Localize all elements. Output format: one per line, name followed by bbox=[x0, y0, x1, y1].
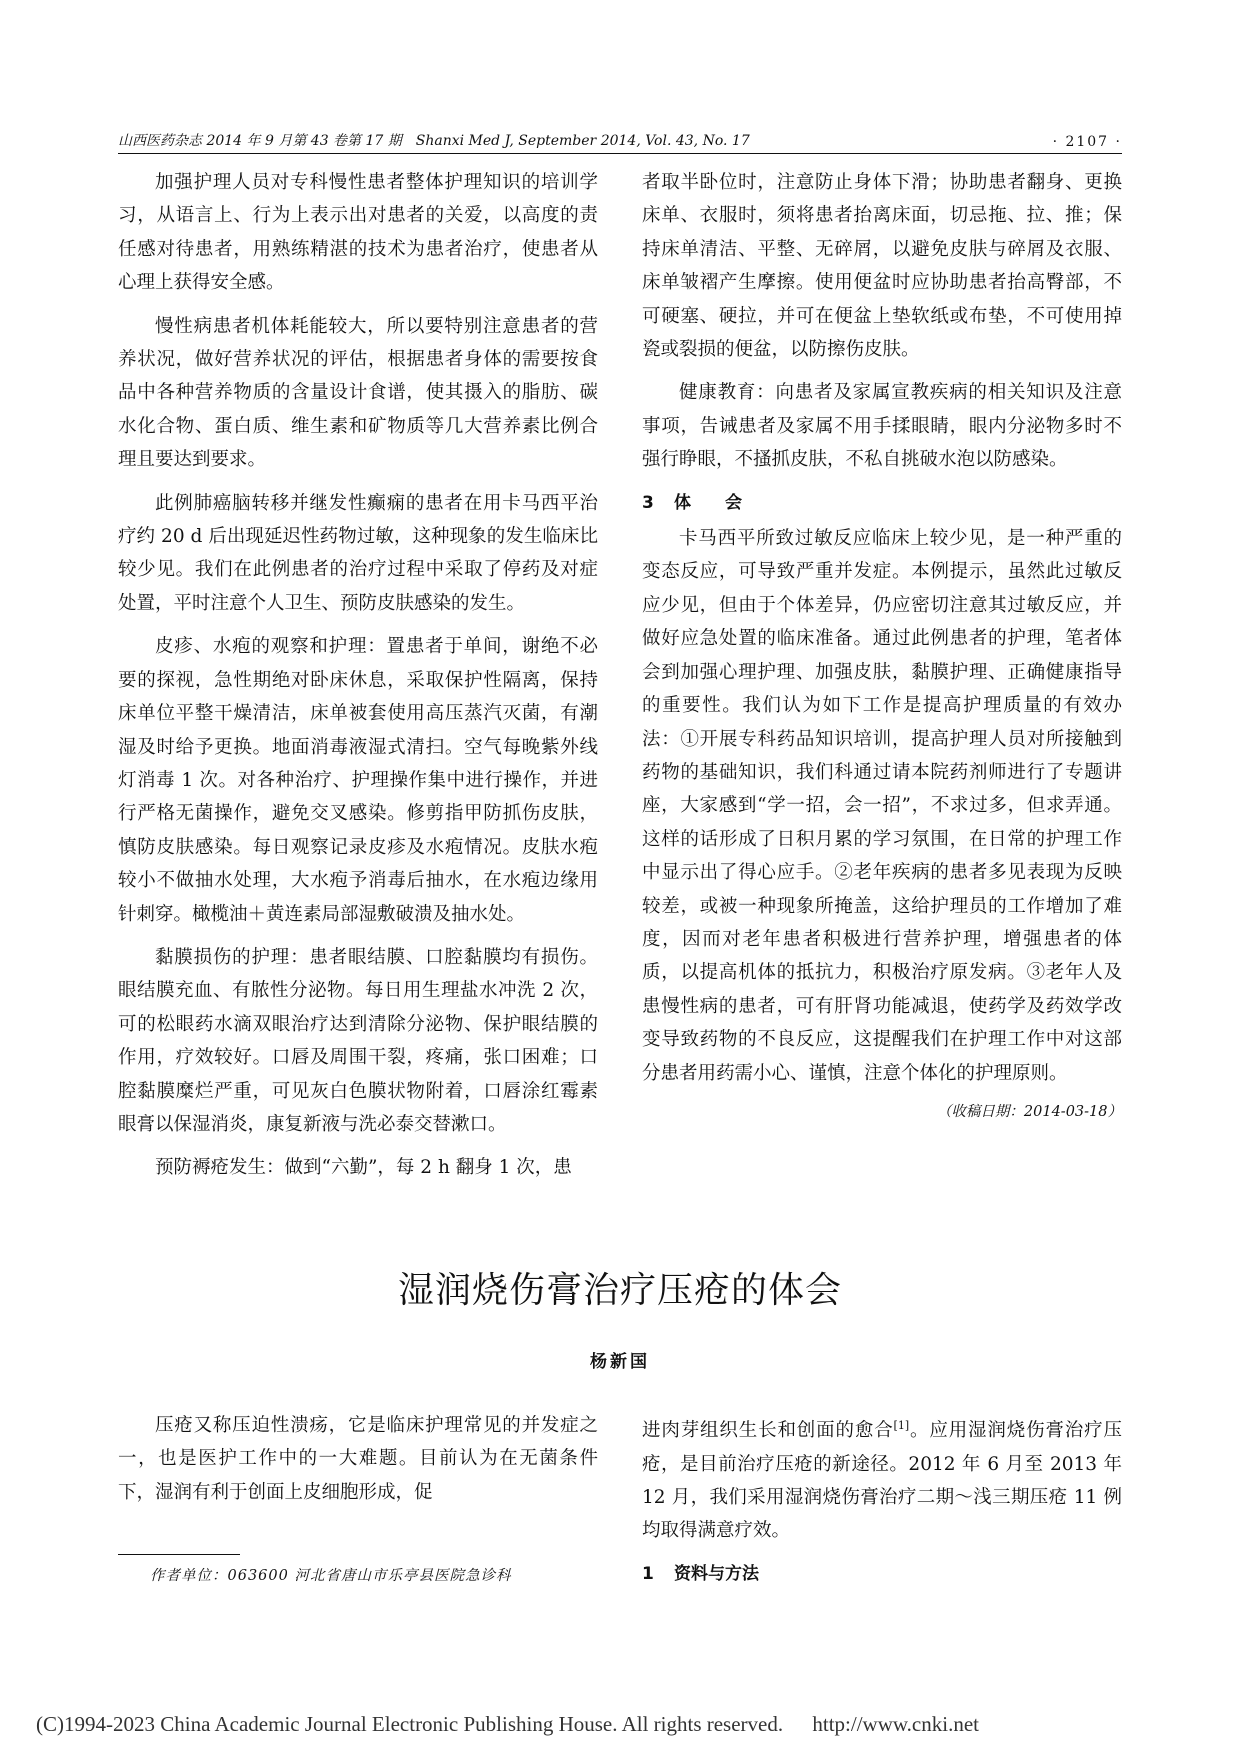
section-title: 体会 bbox=[674, 492, 776, 513]
journal-citation: 山西医药杂志 2014 年 9 月第 43 卷第 17 期 Shanxi Med J, September 2014, Vol. 43, No. 17 bbox=[118, 133, 750, 149]
copyright-notice: (C)1994-2023 China Academic Journal Electronic Publishing House. All rights reserved. bbox=[36, 1712, 784, 1736]
page-footer bbox=[36, 1712, 1216, 1737]
author-name: 杨新国 bbox=[590, 1352, 650, 1372]
new-article-left-column bbox=[118, 1409, 598, 1519]
paragraph: 卡马西平所致过敏反应临床上较少见，是一种严重的变态反应，可导致严重并发症。本例提示，虽然此过敏反应少见，但由于个体差异，仍应密切注意其过敏反应，并做好应急处置的临床准备。通过此例患者的护理，笔者体会到加强心理护理、加强皮肤，黏膜护理、正确健康指导的重要性。我们认为如下工作是提高护理质量的有效办法：①开展专科药品知识培训，提高护理人员对所接触到药物的基础知识，我们科通过请本院药剂师进行了专题讲座，大家感到“学一招，会一招”，不求过多，但求弄通。这样的话形成了日积月累的学习氛围，在日常的护理工作中显示出了得心应手。②老年疾病的患者多见表现为反映较差，或被一种现象所掩盖，这给护理员的工作增加了难度，因而对老年患者积极进行营养护理，增强患者的体质，以提高机体的抵抗力，积极治疗原发病。③老年人及患慢性病的患者，可有肝肾功能减退，使药学及药效学改变导致药物的不良反应，这提醒我们在护理工作中对这部分患者用药需小心、谨慎，注意个体化的护理原则。 bbox=[642, 528, 1122, 1084]
upper-article-right-column bbox=[642, 166, 1122, 1129]
journal-header bbox=[118, 124, 1122, 154]
paragraph: 压疮又称压迫性溃疡，它是临床护理常见的并发症之一，也是医护工作中的一大难题。目前认为在无菌条件下，湿润有利于创面上皮细胞形成，促 bbox=[118, 1415, 598, 1503]
paragraph: 慢性病患者机体耗能较大，所以要特别注意患者的营养状况，做好营养状况的评估，根据患者身体的需要按食品中各种营养物质的含量设计食谱，使其摄入的脂肪、碳水化合物、蛋白质、维生素和矿物质等几大营养素比例合理且要达到要求。 bbox=[118, 315, 598, 471]
paragraph bbox=[642, 1409, 1122, 1548]
text-span: 。应用湿润烧伤膏治疗压疮，是目前治疗压疮的新途径。2012 年 6 月至 2013 年 12 月，我们采用湿润烧伤膏治疗二期～浅三期压疮 11 例均取得满意疗效。 bbox=[642, 1420, 1122, 1542]
paragraph: 预防褥疮发生：做到“六勤”，每 2 h 翻身 1 次，患 bbox=[155, 1157, 572, 1179]
text-span: 进肉芽组织生长和创面的愈合 bbox=[642, 1420, 894, 1442]
citation-ref: [1] bbox=[893, 1419, 910, 1432]
paragraph: 黏膜损伤的护理：患者眼结膜、口腔黏膜均有损伤。眼结膜充血、有脓性分泌物。每日用生理盐水冲洗 2 次，可的松眼药水滴双眼治疗达到清除分泌物、保护眼结膜的作用，疗效较好。口唇及周围干裂，疼痛，张口困难；口腔黏膜糜烂严重，可见灰白色膜状物附着，口唇涂红霉素眼膏以保湿消炎，康复新液与洗必泰交替漱口。 bbox=[118, 946, 598, 1135]
paragraph: 此例肺癌脑转移并继发性癫痫的患者在用卡马西平治疗约 20 d 后出现延迟性药物过敏，这种现象的发生临床比较少见。我们在此例患者的治疗过程中采取了停药及对症处置，平时注意个人卫生、预防皮肤感染的发生。 bbox=[118, 492, 598, 614]
section-heading bbox=[642, 487, 1122, 520]
section-number: 3 bbox=[642, 492, 654, 513]
paragraph: 皮疹、水疱的观察和护理：置患者于单间，谢绝不必要的探视，急性期绝对卧床休息，采取保护性隔离，保持床单位平整干燥清洁，床单被套使用高压蒸汽灭菌，有潮湿及时给予更换。地面消毒液湿式清扫。空气每晚紫外线灯消毒 1 次。对各种治疗、护理操作集中进行操作，并进行严格无菌操作，避免交叉感染。修剪指甲防抓伤皮肤，慎防皮肤感染。每日观察记录皮疹及水疱情况。皮肤水疱较小不做抽水处理，大水疱予消毒后抽水，在水疱边缘用针刺穿。橄榄油＋黄连素局部湿敷破溃及抽水处。 bbox=[118, 636, 598, 925]
new-article-right-column bbox=[642, 1409, 1122, 1593]
article-title: 湿润烧伤膏治疗压疮的体会 bbox=[397, 1270, 842, 1311]
section-number: 1 bbox=[642, 1563, 654, 1584]
section-title: 资料与方法 bbox=[674, 1563, 759, 1584]
paragraph: 加强护理人员对专科慢性患者整体护理知识的培训学习，从语言上、行为上表示出对患者的关爱，以高度的责任感对待患者，用熟练精湛的技术为患者治疗，使患者从心理上获得安全感。 bbox=[118, 172, 598, 294]
paragraph: 健康教育：向患者及家属宣教疾病的相关知识及注意事项，告诫患者及家属不用手揉眼睛，眼内分泌物多时不强行睁眼，不搔抓皮肤，不私自挑破水泡以防感染。 bbox=[642, 382, 1122, 471]
upper-article-left-column bbox=[118, 166, 598, 1195]
section-heading bbox=[642, 1558, 1122, 1591]
page-number: · 2107 · bbox=[1052, 134, 1122, 150]
footnote-divider bbox=[118, 1554, 240, 1555]
paragraph: 者取半卧位时，注意防止身体下滑；协助患者翻身、更换床单、衣服时，须将患者抬离床面，切忌拖、拉、推；保持床单清洁、平整、无碎屑，以避免皮肤与碎屑及衣服、床单皱褶产生摩擦。使用便盆时应协助患者抬高臀部，不可硬塞、硬拉，并可在便盆上垫软纸或布垫，不可使用掉瓷或裂损的便盆，以防擦伤皮肤。 bbox=[642, 172, 1122, 361]
footer-link[interactable]: http://www.cnki.net bbox=[812, 1712, 979, 1736]
author-affiliation: 作者单位：063600 河北省唐山市乐亭县医院急诊科 bbox=[150, 1568, 512, 1584]
received-date: （收稿日期：2014-03-18） bbox=[936, 1103, 1122, 1120]
